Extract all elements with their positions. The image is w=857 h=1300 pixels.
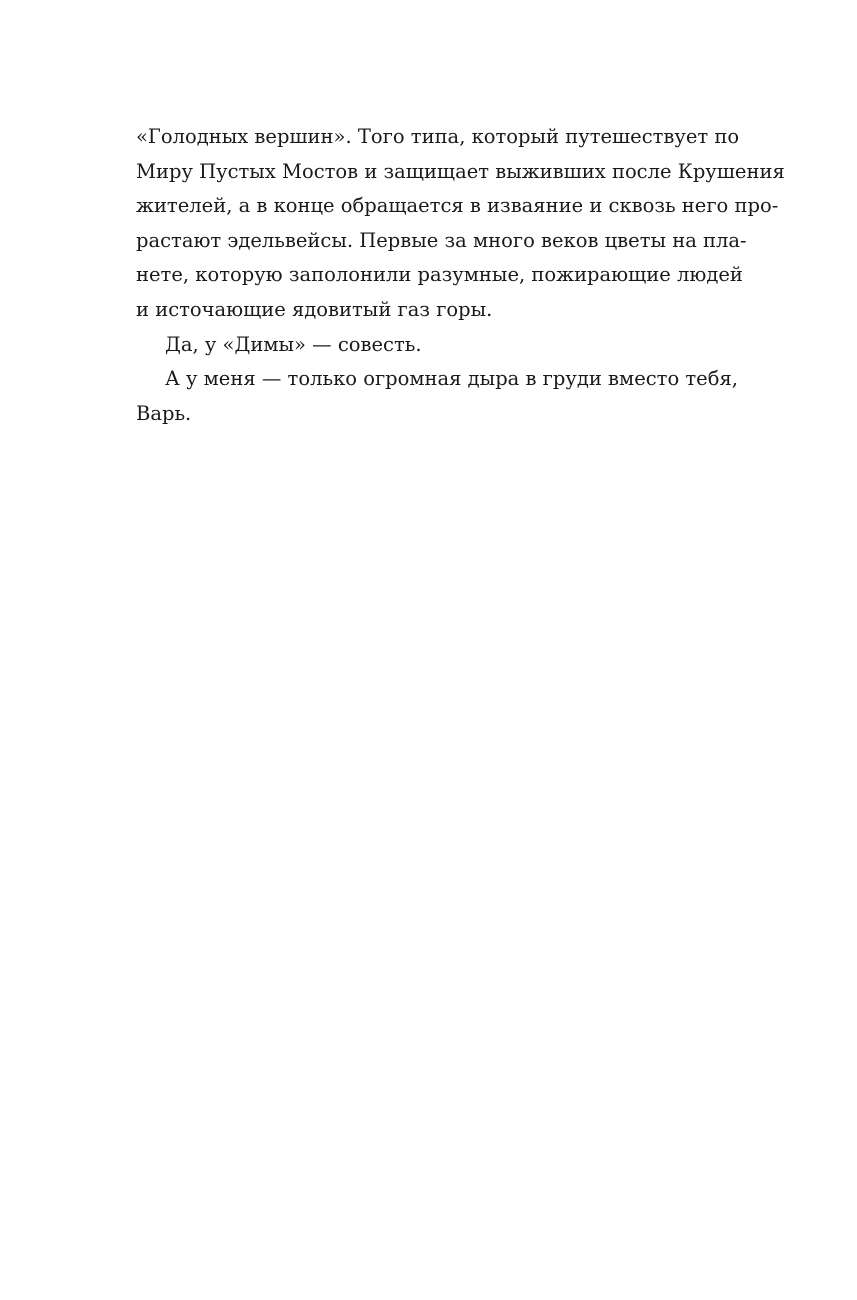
text-line: растают эдельвейсы. Первые за много веков цветы на пла- — [136, 228, 747, 252]
text-line: А у меня — только огромная дыра в груди вместо тебя, — [165, 367, 738, 391]
text-line: и источающие ядовитый газ горы. — [136, 297, 493, 321]
text-line: Да, у «Димы» — совесть. — [165, 332, 422, 356]
text-line: нете, которую заполонили разумные, пожирающие людей — [136, 263, 743, 287]
text-line: жителей, а в конце обращается в изваяние и сквозь него про- — [136, 194, 779, 218]
text-line: Миру Пустых Мостов и защищает выживших после Крушения — [136, 159, 785, 183]
text-line: «Голодных вершин». Того типа, который путешествует по — [136, 125, 740, 148]
body-text — [136, 120, 785, 431]
text-line: Варь. — [136, 401, 192, 425]
